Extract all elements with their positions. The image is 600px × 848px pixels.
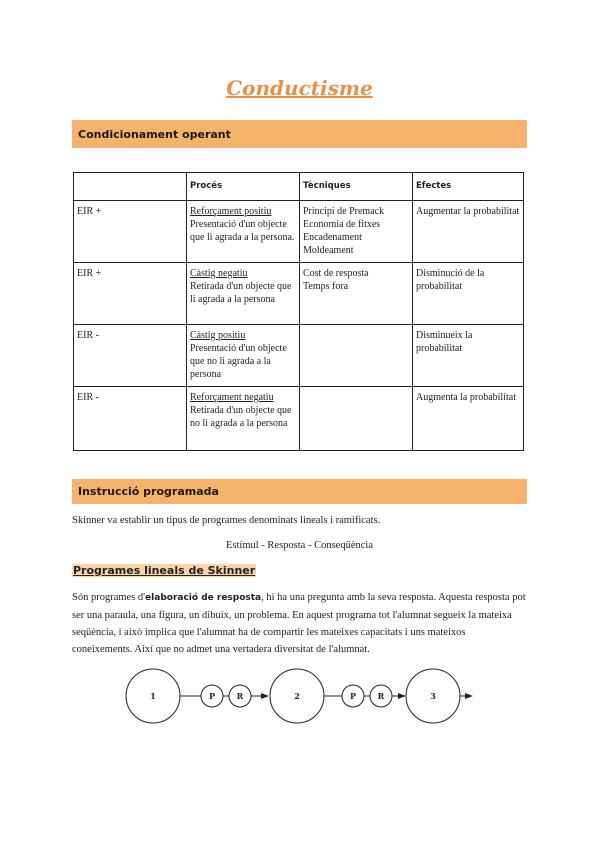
process-cell	[187, 387, 300, 451]
process-title: Càstig positiu	[190, 330, 246, 341]
subheading-programes-lineals: Programes lineals de Skinner	[73, 564, 256, 577]
formula-text: Estímul - Resposta - Conseqüència	[226, 540, 373, 551]
intro-text: Skinner va establir un tipus de programes denominats lineals i ramificats.	[72, 515, 381, 526]
table-header-row	[74, 173, 524, 201]
type-cell: EIR +	[74, 201, 187, 263]
type-cell: EIR -	[74, 325, 187, 387]
node-label: 2	[294, 691, 300, 701]
header-cell: Procés	[187, 173, 300, 201]
technique: Principi de Premack	[303, 206, 385, 217]
table-row	[74, 387, 524, 451]
section-heading-instruccio: Instrucció programada	[72, 479, 527, 504]
table-row	[74, 263, 524, 325]
techniques-cell	[300, 325, 413, 387]
process-cell	[187, 201, 300, 263]
process-cell	[187, 325, 300, 387]
type-cell: EIR +	[74, 263, 187, 325]
process-cell	[187, 263, 300, 325]
process-title: Càstig negatiu	[190, 268, 248, 279]
node-label: P	[349, 691, 357, 701]
para-text: Són programes d'	[72, 592, 146, 603]
node-label: P	[208, 691, 216, 701]
effect-cell: Disminució de la probabilitat	[413, 263, 524, 325]
effect-cell: Augmenta la probabilitat	[413, 387, 524, 451]
technique: Moldeament	[303, 245, 354, 256]
page-title: Conductisme	[226, 76, 373, 100]
para-text: , hi ha una pregunta amb la seva resposta. Aquesta resposta pot ser una paraula, una figura, un dibuix, un problema. En aquest programa tot l'alumnat segueix la mateixa seqüència, i això implica que l'alumnat ha de compartir les mateixes capacitats i uns mateixos coneixements. Així que no admet una vertadera diversitat de l'alumnat.	[72, 592, 526, 655]
table-row	[74, 325, 524, 387]
process-title: Reforçament negatiu	[190, 392, 274, 403]
technique: Encadenament	[303, 232, 362, 243]
header-cell: Tècniques	[300, 173, 413, 201]
subheading-wrapper	[72, 562, 527, 579]
node-label: R	[377, 691, 385, 701]
process-desc: Retirada d'un objecte que li agrada a la persona	[190, 281, 292, 305]
node-label: 3	[430, 691, 436, 701]
type-cell: EIR -	[74, 387, 187, 451]
techniques-cell	[300, 263, 413, 325]
node-label: R	[236, 691, 244, 701]
effect-cell: Augmentar la probabilitat	[413, 201, 524, 263]
header-cell: Efectes	[413, 173, 524, 201]
table-row	[74, 201, 524, 263]
technique: Temps fora	[303, 281, 349, 292]
section-heading-condicionament: Condicionament operant	[72, 120, 527, 148]
process-desc: Retirada d'un objecte que no li agrada a la persona	[190, 405, 292, 429]
process-title: Reforçament positiu	[190, 206, 272, 217]
process-desc: Presentació d'un objecte que no li agrada a la persona	[190, 343, 287, 380]
techniques-cell	[300, 201, 413, 263]
technique: Cost de resposta	[303, 268, 369, 279]
node-label: 1	[150, 691, 156, 701]
process-desc: Presentació d'un objecte que li agrada a la persona.	[190, 219, 295, 243]
header-cell	[74, 173, 187, 201]
operant-table	[73, 172, 524, 451]
technique: Economia de fitxes	[303, 219, 381, 230]
linear-program-diagram	[0, 664, 600, 728]
body-paragraph	[72, 589, 527, 658]
effect-cell: Disminueix la probabilitat	[413, 325, 524, 387]
para-bold: elaboració de resposta	[145, 593, 262, 603]
techniques-cell	[300, 387, 413, 451]
